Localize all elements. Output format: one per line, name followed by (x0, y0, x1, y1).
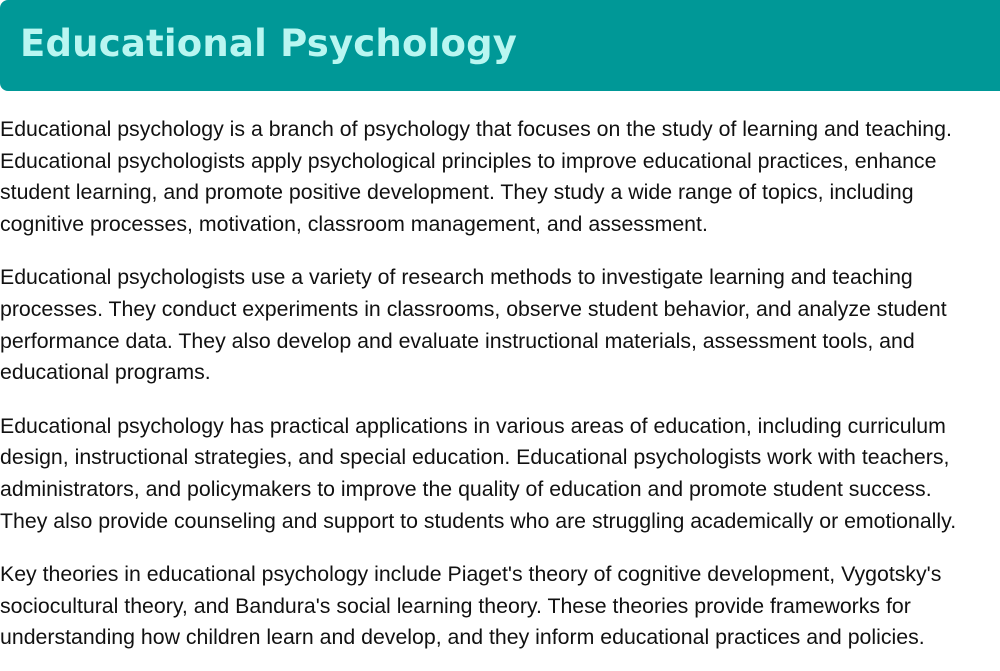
paragraph-line: educational programs. (0, 360, 211, 385)
paragraph-line: administrators, and policymakers to improve the quality of education and promote student success. (0, 476, 932, 501)
paragraph-3 (0, 411, 1000, 537)
paragraph-line: understanding how children learn and develop, and they inform educational practices and policies. (0, 625, 925, 650)
paragraph-line: Key theories in educational psychology include Piaget's theory of cognitive development, Vygotsky's (0, 562, 942, 587)
paragraph-line: They also provide counseling and support to students who are struggling academically or emotionally. (0, 508, 957, 533)
paragraph-line: cognitive processes, motivation, classroom management, and assessment. (0, 211, 708, 236)
paragraph-line: Educational psychology is a branch of psychology that focuses on the study of learning and teaching. (0, 117, 952, 141)
paragraph-line: Educational psychologists apply psychological principles to improve educational practices, enhance (0, 148, 937, 173)
paragraph-line: Educational psychologists use a variety of research methods to investigate learning and teaching (0, 265, 913, 290)
paragraph-line: sociocultural theory, and Bandura's social learning theory. These theories provide frameworks for (0, 593, 911, 618)
paragraph-line: design, instructional strategies, and special education. Educational psychologists work with teachers, (0, 445, 950, 470)
article-body (0, 114, 1000, 671)
paragraph-2 (0, 262, 1000, 388)
paragraph-1 (0, 114, 1000, 240)
page-title: Educational Psychology (20, 22, 518, 65)
header-banner (0, 0, 1000, 91)
paragraph-4 (0, 559, 1000, 654)
paragraph-line: performance data. They also develop and evaluate instructional materials, assessment tools, and (0, 328, 915, 353)
paragraph-line: student learning, and promote positive development. They study a wide range of topics, including (0, 180, 914, 205)
paragraph-line: Educational psychology has practical applications in various areas of education, including curriculum (0, 413, 946, 438)
paragraph-line: processes. They conduct experiments in classrooms, observe student behavior, and analyze student (0, 296, 947, 321)
